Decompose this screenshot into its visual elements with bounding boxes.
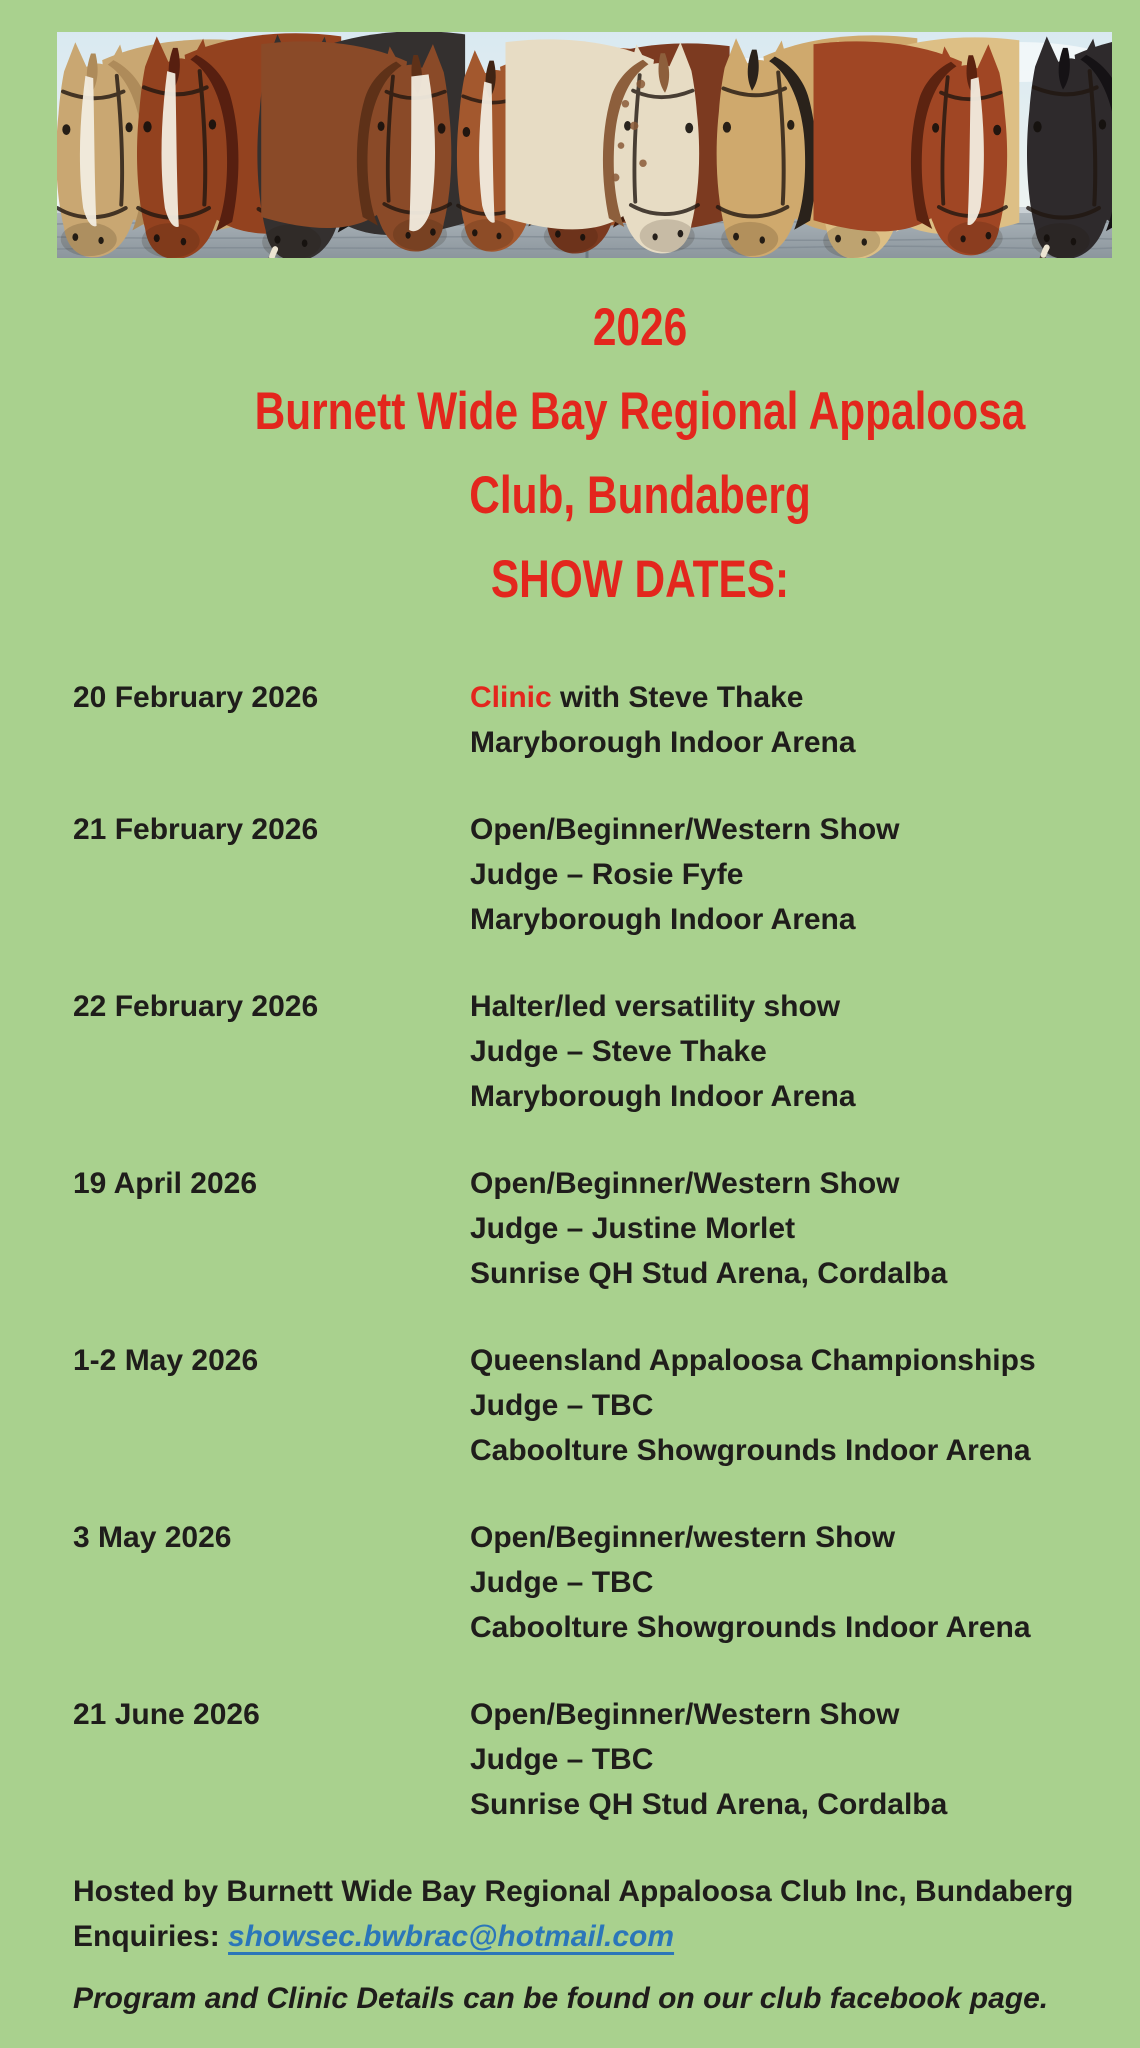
event-line: Queensland Appaloosa Championships — [470, 1344, 1036, 1377]
event-details — [470, 675, 1140, 765]
event-line: Caboolture Showgrounds Indoor Arena — [470, 1611, 1031, 1644]
event-line: Maryborough Indoor Arena — [470, 1080, 856, 1113]
schedule-row — [0, 1515, 1140, 1650]
event-date: 20 February 2026 — [73, 681, 319, 714]
hosted-by-line: Hosted by Burnett Wide Bay Regional Appaloosa Club Inc, Bundaberg — [73, 1875, 1074, 1908]
horse-head-illustration — [1027, 33, 1112, 258]
event-line: Caboolture Showgrounds Indoor Arena — [470, 1434, 1031, 1467]
event-line: Open/Beginner/Western Show — [470, 1167, 900, 1200]
event-date: 1-2 May 2026 — [73, 1344, 259, 1377]
event-details — [470, 984, 1140, 1119]
title-show-dates: SHOW DATES: — [490, 550, 790, 609]
schedule-row — [0, 675, 1140, 765]
schedule-row — [0, 1338, 1140, 1473]
enquiries-line — [73, 1914, 1120, 1959]
event-details — [470, 807, 1140, 942]
event-details — [470, 1515, 1140, 1650]
event-line: Sunrise QH Stud Arena, Cordalba — [470, 1788, 948, 1821]
event-line: Sunrise QH Stud Arena, Cordalba — [470, 1257, 948, 1290]
event-details — [470, 1692, 1140, 1827]
schedule-row — [0, 807, 1140, 942]
event-line: Maryborough Indoor Arena — [470, 726, 856, 759]
event-line: Judge – TBC — [470, 1743, 654, 1776]
event-line: Judge – TBC — [470, 1566, 654, 1599]
event-line: Judge – TBC — [470, 1389, 654, 1422]
enquiries-label: Enquiries: — [73, 1920, 229, 1953]
horse-banner-illustration — [57, 32, 1112, 258]
event-date: 21 June 2026 — [73, 1698, 260, 1731]
title-club-line2: Club, Bundaberg — [469, 466, 811, 525]
event-date: 21 February 2026 — [73, 813, 319, 846]
event-line: Maryborough Indoor Arena — [470, 903, 856, 936]
schedule-row — [0, 1161, 1140, 1296]
horse-head-illustration — [506, 39, 700, 253]
schedule-row — [0, 984, 1140, 1119]
event-details — [470, 1161, 1140, 1296]
event-details — [470, 1338, 1140, 1473]
event-line: Judge – Rosie Fyfe — [470, 858, 744, 891]
schedule-row — [0, 1692, 1140, 1827]
event-line: Judge – Justine Morlet — [470, 1212, 796, 1245]
event-line: Open/Beginner/Western Show — [470, 1698, 900, 1731]
event-line: Open/Beginner/Western Show — [470, 813, 900, 846]
title-club-line1: Burnett Wide Bay Regional Appaloosa — [254, 382, 1026, 441]
horse-head-illustration — [814, 41, 1008, 255]
email-link[interactable]: showsec.bwbrac@hotmail.com — [228, 1920, 675, 1953]
event-line: Judge – Steve Thake — [470, 1035, 767, 1068]
event-date: 22 February 2026 — [73, 990, 319, 1023]
event-line-rest: with Steve Thake — [551, 681, 804, 714]
event-line — [470, 675, 1140, 720]
horse-banner-image — [57, 32, 1112, 258]
event-line: Halter/led versatility show — [470, 990, 841, 1023]
event-date: 19 April 2026 — [73, 1167, 257, 1200]
event-date: 3 May 2026 — [73, 1521, 232, 1554]
horse-head-illustration — [261, 41, 451, 251]
show-dates-schedule — [0, 675, 1140, 1869]
event-line: Open/Beginner/western Show — [470, 1521, 896, 1554]
title-block — [140, 286, 1140, 622]
clinic-highlight: Clinic — [470, 681, 552, 714]
title-year: 2026 — [592, 298, 688, 357]
facebook-note: Program and Clinic Details can be found on our club facebook page. — [73, 1982, 1049, 2015]
footer — [73, 1869, 1120, 2021]
